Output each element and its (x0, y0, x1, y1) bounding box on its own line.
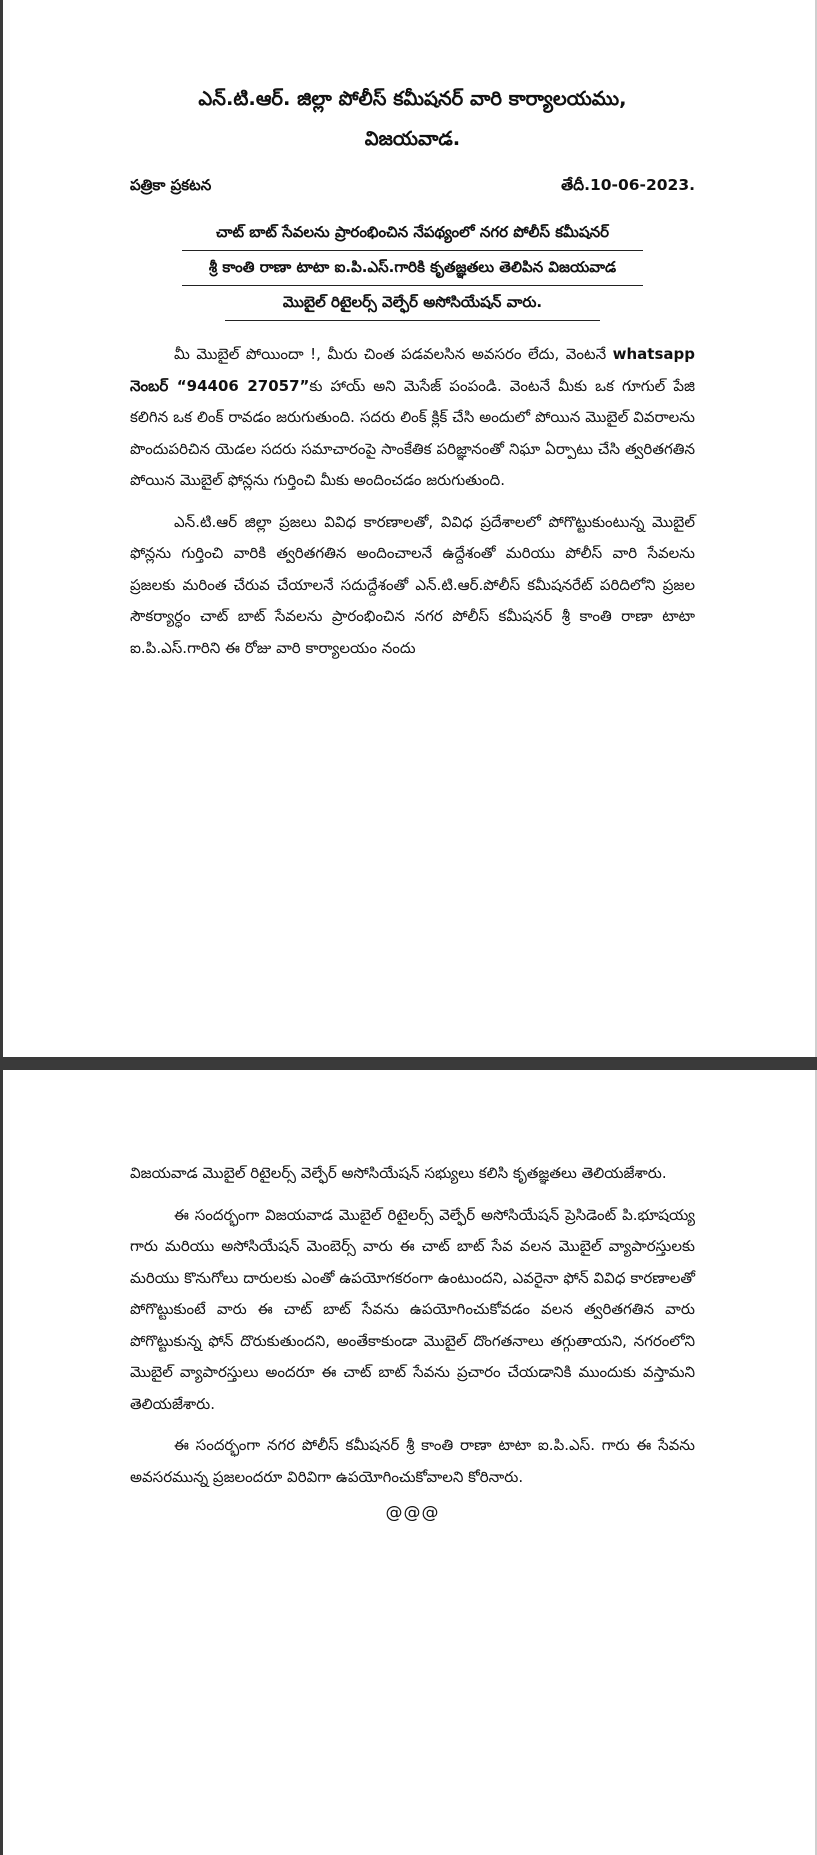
paragraph-3: ఈ సందర్భంగా విజయవాడ మొబైల్ రిటైలర్స్ వెల్ఫేర్ అసోసియేషన్ ప్రెసిడెంట్ పి.భూషయ్య గారు మరియు అసోసియేషన్ మెంబెర్స్ వారు ఈ చాట్ బాట్ సేవ వలన మొబైల్ వ్యాపారస్తులకు మరియు కొనుగోలు దారులకు ఎంతో ఉపయోగకరంగా ఉంటుందని, ఎవరైనా ఫోన్ వివిధ కారణాలతో పోగొట్టుకుంటే వారు ఈ చాట్ బాట్ సేవను ఉపయోగించుకోవడం వలన త్వరితగతిన వారు పోగొట్టుకున్న ఫోన్ దొరుకుతుందని, అంతేకాకుండా మొబైల్ దొంగతనాలు తగ్గుతాయని, నగరంలోని మొబైల్ వ్యాపారస్తులు అందరూ ఈ చాట్ బాట్ సేవను ప్రచారం చేయడానికి ముందుకు వస్తామని తెలియజేశారు. (130, 1205, 695, 1413)
whatsapp-number: whatsapp నెంబర్ “94406 27057” (130, 345, 695, 395)
document-page-1 (3, 0, 815, 1057)
release-date: తేదీ.10-06-2023. (561, 176, 695, 194)
press-release-label: పత్రికా ప్రకటన (130, 176, 212, 194)
subject-block (182, 216, 643, 321)
subject-line-3: మొబైల్ రిటైలర్స్ వెల్ఫేర్ అసోసియేషన్ వారు. (225, 286, 600, 321)
office-city: విజయవాడ. (364, 127, 461, 150)
paragraph-1-end: కు హాయ్ అని మెసేజ్ పంపండి. వెంటనే మీకు ఒక గూగుల్ పేజి కలిగిన ఒక లింక్ రావడం జరుగుతుంది. సదరు లింక్ క్లిక్ చేసి అందులో పోయిన మొబైల్ వివరాలను పొందుపరిచిన యెడల సదరు సమాచారంపై సాంకేతిక పరిజ్ఞానంతో నిఘా ఏర్పాటు చేసి త్వరితగతిన పోయిన మొబైల్ ఫోన్లను గుర్తించి మీకు అందించడం జరుగుతుంది. (130, 376, 696, 489)
paragraph-2: ఎన్.టి.ఆర్ జిల్లా ప్రజలు వివిధ కారణాలతో, వివిధ ప్రదేశాలలో పోగొట్టుకుంటున్న మొబైల్ ఫోన్లను గుర్తించి వారికి త్వరితగతిన అందించాలనే ఉద్దేశంతో మరియు పోలీస్ వారి సేవలను ప్రజలకు మరింత చేరువ చేయాలనే సదుద్దేశంతో ఎన్.టి.ఆర్.పోలీస్ కమీషనరేట్ పరిదిలోని ప్రజల సౌకర్యార్ధం చాట్ బాట్ సేవలను ప్రారంభించిన నగర పోలీస్ కమీషనర్ శ్రీ కాంతి రాణా టాటా ఐ.పి.ఎస్.గారిని ఈ రోజు వారి కార్యాలయం నందు (130, 512, 695, 657)
document-page-2 (3, 1070, 815, 1855)
office-title: ఎన్.టి.ఆర్. జిల్లా పోలీస్ కమీషనర్ వారి కార్యాలయము, (198, 87, 627, 110)
page-1-content (130, 86, 695, 674)
paragraph-1 (130, 339, 695, 497)
subject-line-2: శ్రీ కాంతి రాణా టాటా ఐ.పి.ఎస్.గారికి కృతజ్ఞతలు తెలిపిన విజయవాడ (182, 251, 643, 286)
subject-line-1: చాట్ బాట్ సేవలను ప్రారంభించిన నేపథ్యంలో నగర పోలీస్ కమీషనర్ (182, 216, 643, 251)
page-2-content (130, 1158, 695, 1523)
page-separator (0, 1057, 817, 1070)
paragraph-2-continued: విజయవాడ మొబైల్ రిటైలర్స్ వెల్ఫేర్ అసోసియేషన్ సభ్యులు కలిసి కృతజ్ఞతలు తెలియజేశారు. (130, 1164, 667, 1182)
meta-row (130, 176, 695, 198)
paragraph-1-start: మీ మొబైల్ పోయిందా !, మీరు చింత పడవలసిన అవసరం లేదు, వెంటనే (174, 345, 613, 363)
closing-mark: @@@ (385, 1503, 440, 1523)
paragraph-4: ఈ సందర్భంగా నగర పోలీస్ కమీషనర్ శ్రీ కాంతి రాణా టాటా ఐ.పి.ఎస్. గారు ఈ సేవను అవసరమున్న ప్రజలందరూ విరివిగా ఉపయోగించుకోవాలని కోరినారు. (130, 1436, 695, 1486)
